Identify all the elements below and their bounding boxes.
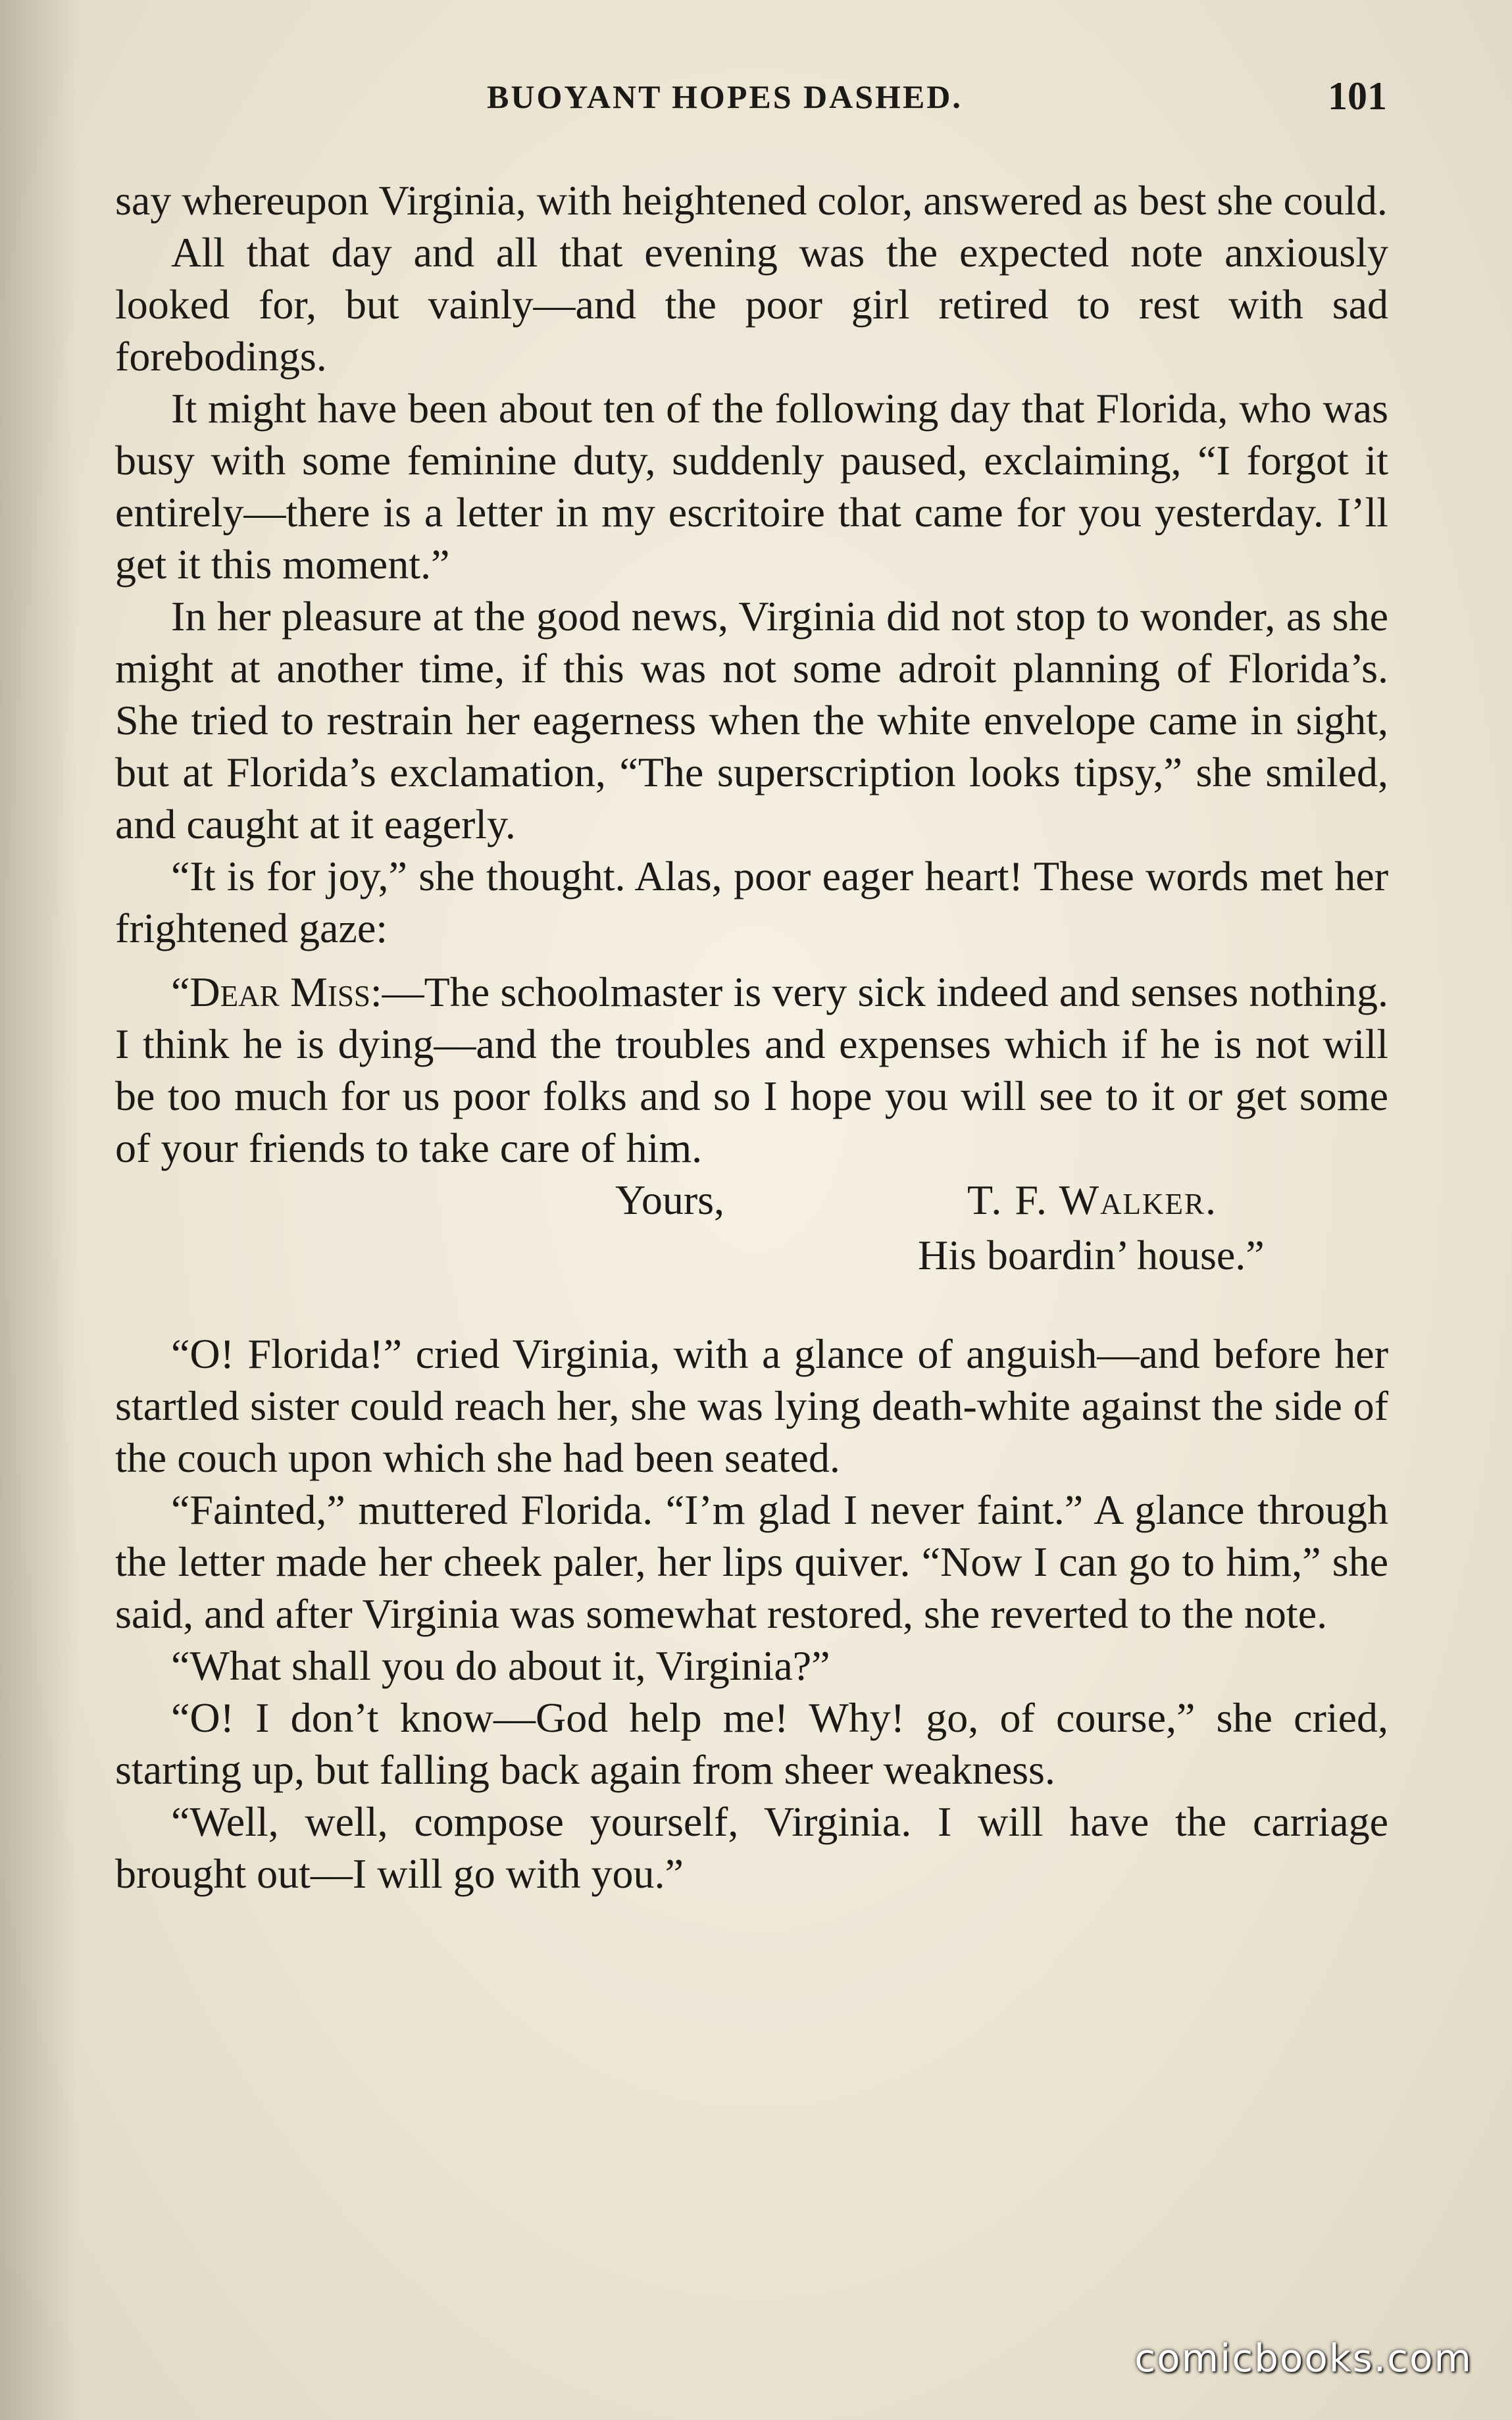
page-number: 101 — [1328, 74, 1387, 118]
letter-salutation: “Dear Miss: — [171, 969, 382, 1015]
letter-place: His boardin’ house.” — [918, 1232, 1265, 1278]
letter-text: —The schoolmaster is very sick indeed and senses nothing. I think he is dying—and the troubles and expenses which if he is not will be too much for us poor folks and so I hope you will see to it or get some of your friends to take care of him. — [115, 969, 1388, 1171]
letter-closing — [115, 1174, 1388, 1286]
page-header — [112, 74, 1387, 120]
letter-closing-word: Yours, — [615, 1176, 725, 1223]
paragraph-1: say whereupon Virginia, with heightened color, answered as best she could. — [115, 177, 1388, 224]
letter-signature: T. F. Walker. — [967, 1176, 1218, 1223]
paragraph-10: “Well, well, compose yourself, Virginia. I will have the carriage brought out—I will go with you.” — [115, 1798, 1388, 1897]
site-watermark: comicbooks.com — [1134, 2336, 1473, 2381]
paragraph-7: “Fainted,” muttered Florida. “I’m glad I never faint.” A glance through the letter made her cheek paler, her lips quiver. “Now I can go to him,” she said, and after Virginia was somewhat restored, she reverted to the note. — [115, 1486, 1388, 1637]
paragraph-2: All that day and all that evening was the expected note anxiously looked for, but vainly—and the poor girl retired to rest with sad forebodings. — [115, 229, 1388, 380]
page-binding-shadow — [0, 0, 79, 2420]
paragraph-3: It might have been about ten of the following day that Florida, who was busy with some feminine duty, suddenly paused, exclaiming, “I forgot it entirely—there is a letter in my escritoire that came for you yesterday. I’ll get it this moment.” — [115, 385, 1388, 588]
body-text — [115, 174, 1388, 1900]
paragraph-4: In her pleasure at the good news, Virginia did not stop to wonder, as she might at another time, if this was not some adroit planning of Florida’s. She tried to restrain her eagerness when the white envelope came in sight, but at Florida’s exclamation, “The superscription looks tipsy,” she smiled, and caught at it eagerly. — [115, 593, 1388, 847]
paragraph-9: “O! I don’t know—God help me! Why! go, of course,” she cried, starting up, but falling back again from sheer weakness. — [115, 1694, 1388, 1793]
running-title: BUOYANT HOPES DASHED. — [487, 78, 963, 115]
paragraph-5: “It is for joy,” she thought. Alas, poor eager heart! These words met her frightened gaze: — [115, 853, 1388, 951]
paragraph-8: “What shall you do about it, Virginia?” — [171, 1642, 830, 1689]
paragraph-6: “O! Florida!” cried Virginia, with a glance of anguish—and before her startled sister could reach her, she was lying death-white against the side of the couch upon which she had been seated. — [115, 1330, 1388, 1481]
quoted-letter — [115, 966, 1388, 1286]
letter-body — [115, 966, 1388, 1174]
